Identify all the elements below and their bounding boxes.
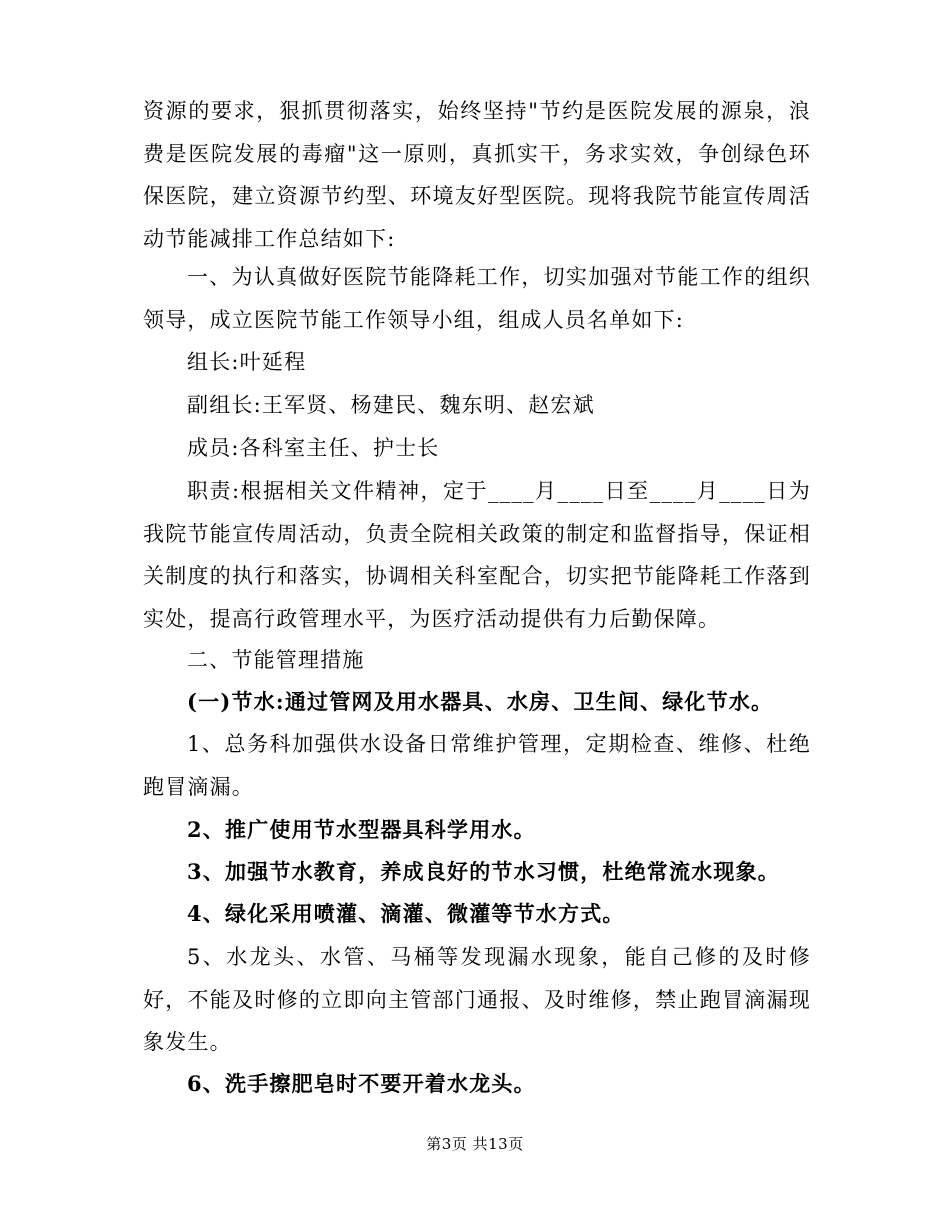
- paragraph-deputy-leaders: 副组长:王军贤、杨建民、魏东明、赵宏斌: [187, 393, 595, 417]
- list-item-3: 3、加强节水教育，养成良好的节水习惯，杜绝常流水现象。: [187, 859, 781, 884]
- paragraph-duties: 职责:根据相关文件精神，定于____月____日至____月____日为我院节能宣传周活动，负责全院相关政策的制定和监督指导，保证相关制度的执行和落实，协调相关科室配合，切实把节能降耗工作落到实处，提高行政管理水平，为医疗活动提供有力后勤保障。: [143, 479, 811, 631]
- list-item-2: 2、推广使用节水型器具科学用水。: [187, 817, 536, 842]
- heading-water-saving: (一)节水:通过管网及用水器具、水房、卫生间、绿化节水。: [187, 689, 774, 714]
- paragraph-section-one: 一、为认真做好医院节能降耗工作，切实加强对节能工作的组织领导，成立医院节能工作领导小组，组成人员名单如下:: [143, 265, 811, 332]
- list-item-6: 6、洗手擦肥皂时不要开着水龙头。: [187, 1071, 536, 1096]
- heading-section-two: 二、节能管理措施: [187, 648, 365, 672]
- page-number-footer: 第3页 共13页: [426, 1135, 524, 1153]
- list-item-4: 4、绿化采用喷灌、滴灌、微灌等节水方式。: [187, 901, 625, 926]
- paragraph-group-leader: 组长:叶延程: [187, 350, 307, 374]
- paragraph-intro-continuation: 资源的要求，狠抓贯彻落实，始终坚持"节约是医院发展的源泉，浪费是医院发展的毒瘤"这一原则，真抓实干，务求实效，争创绿色环保医院，建立资源节约型、环境友好型医院。现将我院节能宣传周活动节能减排工作总结如下:: [143, 99, 811, 251]
- list-item-1: 1、总务科加强供水设备日常维护管理，定期检查、维修、杜绝跑冒滴漏。: [143, 732, 811, 799]
- paragraph-members: 成员:各科室主任、护士长: [187, 436, 440, 460]
- list-item-5: 5、水龙头、水管、马桶等发现漏水现象，能自己修的及时修好，不能及时修的立即向主管部门通报、及时维修，禁止跑冒滴漏现象发生。: [143, 945, 811, 1054]
